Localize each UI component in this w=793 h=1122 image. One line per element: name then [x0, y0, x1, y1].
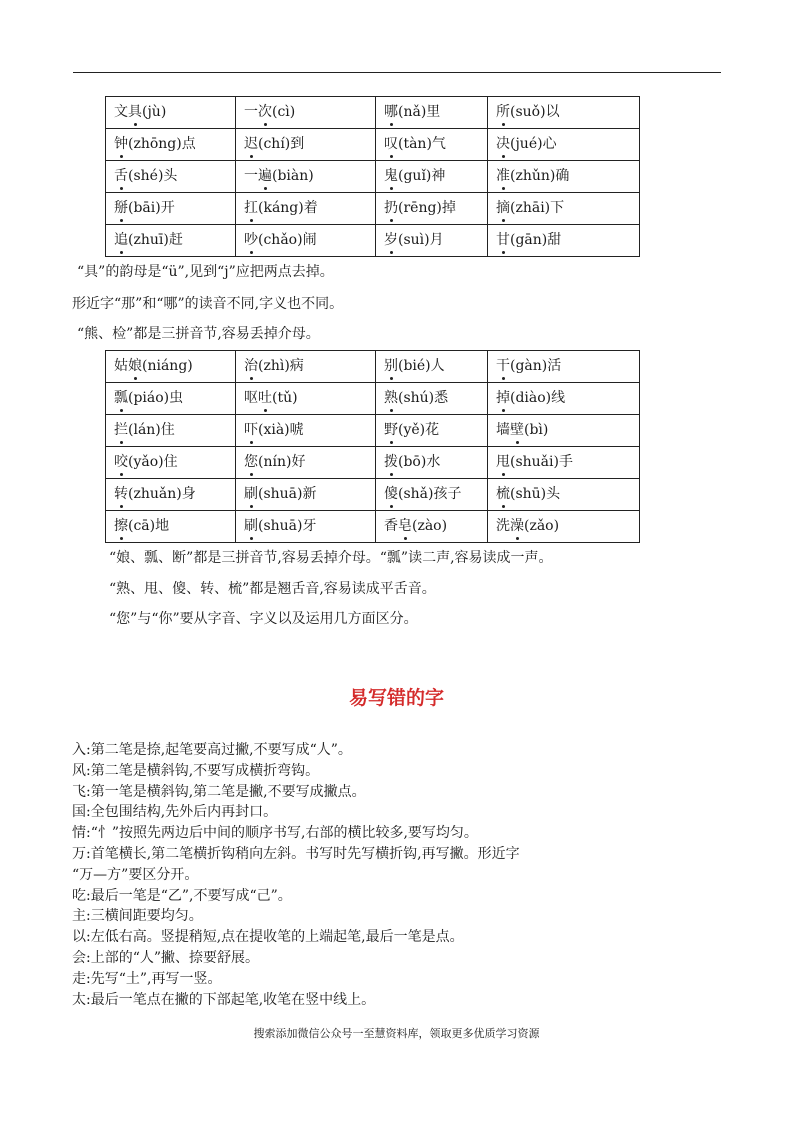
word-rest: 里 [426, 104, 441, 120]
writing-note-line: 以:左低右高。竖提稍短,点在提收笔的上端起笔,最后一笔是点。 [72, 929, 464, 946]
target-word [114, 454, 128, 470]
word-rest: 甜 [547, 232, 562, 248]
target-word [114, 486, 128, 502]
target-word [114, 136, 128, 152]
table-cell [376, 161, 488, 193]
pinyin: (chǎo) [258, 232, 303, 248]
target-word: 墙壁 [496, 422, 524, 438]
table-cell [488, 161, 640, 193]
table-row [106, 511, 640, 543]
pinyin: (nín) [258, 454, 292, 470]
pinyin: (piáo) [128, 390, 170, 406]
note-line: “具”的韵母是“ü”,见到“j”应把两点去掉。 [77, 264, 334, 280]
emphasis-dot: 遍 [258, 161, 272, 192]
word-rest: 到 [290, 136, 305, 152]
pinyin: (biàn) [272, 168, 314, 184]
table-cell [236, 129, 376, 161]
header-rule [73, 72, 721, 73]
pinyin: (shuā) [258, 486, 303, 502]
table-row [106, 225, 640, 257]
word-rest: 下 [550, 200, 565, 216]
target-word: 香皂 [384, 518, 412, 534]
table-cell [488, 511, 640, 543]
emphasis-dot: 摘 [496, 193, 510, 224]
table-row [106, 129, 640, 161]
word-rest: 开 [160, 200, 175, 216]
target-word [384, 104, 398, 120]
emphasis-dot: 转 [114, 479, 128, 510]
target-word [384, 422, 398, 438]
word-rest: 新 [302, 486, 317, 502]
pinyin: (cì) [272, 104, 296, 120]
word-rest: 头 [546, 486, 561, 502]
emphasis-dot: 野 [384, 415, 398, 446]
writing-note-line: 吃:最后一笔是“乙”,不要写成“己”。 [72, 887, 292, 904]
target-word [384, 136, 398, 152]
target-word [496, 486, 510, 502]
writing-note-line: 情:“忄”按照先两边后中间的顺序书写,右部的横比较多,要写均匀。 [72, 825, 478, 842]
target-word [496, 104, 510, 120]
writing-note-line: “万—方”要区分开。 [72, 866, 199, 883]
word-rest: 住 [160, 422, 175, 438]
emphasis-dot: 哪 [384, 97, 398, 128]
table-cell [236, 415, 376, 447]
word-rest: 心 [542, 136, 557, 152]
pinyin: (guǐ) [398, 168, 432, 184]
target-word: 洗澡 [496, 518, 524, 534]
table-cell [488, 415, 640, 447]
table-cell [106, 193, 236, 225]
table-cell [236, 225, 376, 257]
emphasis-dot: 吓 [244, 415, 258, 446]
table-cell [106, 479, 236, 511]
word-rest: 着 [303, 200, 318, 216]
pinyin: (diào) [510, 390, 552, 406]
pinyin: (gān) [510, 232, 548, 248]
note-line: “您”与“你”要从字音、字义以及运用几方面区分。 [109, 611, 418, 627]
pinyin: (bì) [524, 422, 549, 438]
table-cell [376, 447, 488, 479]
emphasis-dot: 掰 [114, 193, 128, 224]
writing-note-line: 万:首笔横长,第二笔横折钩稍向左斜。书写时先写横折钩,再写撇。形近字 [72, 845, 520, 862]
word-rest: 住 [163, 454, 178, 470]
pinyin: (shū) [510, 486, 547, 502]
note-line: “熊、检”都是三拼音节,容易丢掉介母。 [77, 326, 320, 342]
pinyin: (zǎo) [524, 518, 560, 534]
table-cell [236, 161, 376, 193]
table-cell [236, 97, 376, 129]
target-word: 文具 [114, 104, 142, 120]
target-word: 呕吐 [244, 390, 272, 406]
word-rest: 月 [429, 232, 444, 248]
pinyin: (suǒ) [510, 104, 546, 120]
target-word [496, 358, 510, 374]
target-word [384, 200, 398, 216]
table-cell [376, 511, 488, 543]
target-word [384, 232, 398, 248]
emphasis-dot: 钟 [114, 129, 128, 160]
writing-note-line: 国:全包围结构,先外后内再封口。 [72, 804, 278, 821]
pinyin: (zhuǎn) [128, 486, 182, 502]
pinyin: (gàn) [510, 358, 548, 374]
table-cell [488, 193, 640, 225]
target-word [496, 200, 510, 216]
table-row [106, 415, 640, 447]
pinyin: (bié) [398, 358, 431, 374]
word-rest: 确 [555, 168, 570, 184]
writing-note-line: 飞:第一笔是横斜钩,第二笔是撇,不要写成撇点。 [72, 783, 366, 800]
word-rest: 地 [155, 518, 170, 534]
target-word: 一次 [244, 104, 272, 120]
table-cell [236, 193, 376, 225]
note-line: 形近字“那”和“哪”的读音不同,字义也不同。 [72, 296, 344, 312]
pinyin: (káng) [258, 200, 304, 216]
target-word [114, 390, 128, 406]
emphasis-dot: 拦 [114, 415, 128, 446]
table-cell [236, 351, 376, 383]
table-row [106, 383, 640, 415]
target-word [384, 168, 398, 184]
emphasis-dot: 熟 [384, 383, 398, 414]
target-word [244, 200, 258, 216]
pinyin: (rēng) [398, 200, 442, 216]
target-word [384, 390, 398, 406]
word-rest: 活 [547, 358, 562, 374]
table-cell [106, 511, 236, 543]
pinyin: (niáng) [142, 358, 193, 374]
pinyin: (shuā) [258, 518, 303, 534]
table-cell [488, 447, 640, 479]
target-word [496, 232, 510, 248]
emphasis-dot: 扛 [244, 193, 258, 224]
table-cell [376, 351, 488, 383]
table-row [106, 97, 640, 129]
emphasis-dot: 梳 [496, 479, 510, 510]
emphasis-dot: 干 [496, 351, 510, 382]
table-row [106, 193, 640, 225]
writing-note-line: 入:第二笔是捺,起笔要高过撇,不要写成“人”。 [72, 742, 352, 758]
section-title: 易写错的字 [348, 687, 444, 709]
emphasis-dot: 咬 [114, 447, 128, 478]
pinyin: (bāi) [128, 200, 161, 216]
word-rest: 线 [551, 390, 566, 406]
pinyin: (shǎ) [398, 486, 434, 502]
pinyin: (suì) [398, 232, 430, 248]
emphasis-dot: 具 [128, 97, 142, 128]
table-cell [376, 129, 488, 161]
emphasis-dot: 甩 [496, 447, 510, 478]
pinyin: (zhǔn) [510, 168, 556, 184]
target-word [244, 232, 258, 248]
emphasis-dot: 您 [244, 447, 258, 478]
target-word [114, 232, 128, 248]
emphasis-dot: 追 [114, 225, 128, 256]
target-word [114, 200, 128, 216]
writing-note-line: 太:最后一笔点在撇的下部起笔,收笔在竖中线上。 [72, 991, 376, 1008]
emphasis-dot: 舌 [114, 161, 128, 192]
table-cell [376, 193, 488, 225]
table-cell [106, 415, 236, 447]
target-word [244, 358, 258, 374]
pinyin: (chí) [258, 136, 291, 152]
page-footer: 搜索添加微信公众号一至慧资料库，领取更多优质学习资源 [253, 1027, 540, 1040]
word-rest: 虫 [169, 390, 184, 406]
pinyin: (zào) [412, 518, 448, 534]
table-cell [488, 129, 640, 161]
emphasis-dot: 吵 [244, 225, 258, 256]
pinyin: (jù) [142, 104, 167, 120]
emphasis-dot: 甘 [496, 225, 510, 256]
word-rest: 点 [181, 136, 196, 152]
word-rest: 闹 [302, 232, 317, 248]
writing-note-line: 会:上部的“人”撇、捺要舒展。 [72, 949, 260, 966]
word-rest: 水 [426, 454, 441, 470]
pinyin: (xià) [258, 422, 290, 438]
table-cell [488, 225, 640, 257]
emphasis-dot: 叹 [384, 129, 398, 160]
pinyin: (shuǎi) [510, 454, 559, 470]
emphasis-dot: 扔 [384, 193, 398, 224]
table-cell [236, 479, 376, 511]
table-cell [488, 479, 640, 511]
word-rest: 花 [425, 422, 440, 438]
word-rest: 好 [291, 454, 306, 470]
word-rest: 手 [558, 454, 573, 470]
note-line: “熟、甩、傻、转、梳”都是翘舌音,容易读成平舌音。 [109, 581, 436, 597]
emphasis-dot: 刷 [244, 511, 258, 542]
pinyin: (lán) [128, 422, 161, 438]
pinyin: (zhāi) [510, 200, 551, 216]
word-rest: 以 [545, 104, 560, 120]
pinyin-table-1 [105, 96, 640, 257]
target-word [496, 454, 510, 470]
emphasis-dot: 准 [496, 161, 510, 192]
target-word: 一遍 [244, 168, 272, 184]
pinyin: (cā) [128, 518, 156, 534]
emphasis-dot: 治 [244, 351, 258, 382]
writing-note-line: 走:先写“土”,再写一竖。 [72, 970, 222, 987]
emphasis-dot: 吐 [258, 383, 272, 414]
emphasis-dot: 澡 [510, 511, 524, 542]
emphasis-dot: 鬼 [384, 161, 398, 192]
pinyin: (zhuī) [128, 232, 169, 248]
table-cell [236, 383, 376, 415]
pinyin: (shú) [398, 390, 435, 406]
table-cell [106, 161, 236, 193]
target-word [384, 454, 398, 470]
table-cell [376, 479, 488, 511]
pinyin: (yě) [398, 422, 426, 438]
table-cell [488, 97, 640, 129]
word-rest: 头 [163, 168, 178, 184]
emphasis-dot: 别 [384, 351, 398, 382]
word-rest: 悉 [434, 390, 449, 406]
table-cell [376, 415, 488, 447]
writing-note-line: 主:三横间距要均匀。 [72, 908, 203, 925]
emphasis-dot: 傻 [384, 479, 398, 510]
target-word [114, 422, 128, 438]
emphasis-dot: 擦 [114, 511, 128, 542]
emphasis-dot: 拨 [384, 447, 398, 478]
pinyin: (zhōng) [128, 136, 182, 152]
table-cell [236, 511, 376, 543]
target-word [496, 168, 510, 184]
emphasis-dot: 所 [496, 97, 510, 128]
target-word [244, 486, 258, 502]
table-row [106, 447, 640, 479]
pinyin: (zhì) [258, 358, 290, 374]
emphasis-dot: 刷 [244, 479, 258, 510]
word-rest: 气 [431, 136, 446, 152]
target-word [114, 518, 128, 534]
emphasis-dot: 岁 [384, 225, 398, 256]
emphasis-dot: 瓢 [114, 383, 128, 414]
pinyin: (yǎo) [128, 454, 164, 470]
note-line: “娘、瓢、断”都是三拼音节,容易丢掉介母。“瓢”读二声,容易读成一声。 [109, 550, 553, 566]
writing-note-line: 风:第二笔是横斜钩,不要写成横折弯钩。 [72, 762, 320, 779]
word-rest: 病 [289, 358, 304, 374]
target-word [114, 168, 128, 184]
table-cell [106, 383, 236, 415]
word-rest: 唬 [289, 422, 304, 438]
table-cell [106, 447, 236, 479]
table-cell [376, 383, 488, 415]
table-row [106, 351, 640, 383]
table-cell [106, 129, 236, 161]
emphasis-dot: 迟 [244, 129, 258, 160]
target-word [496, 136, 510, 152]
pinyin: (shé) [128, 168, 164, 184]
pinyin: (tàn) [398, 136, 432, 152]
word-rest: 孩子 [433, 486, 462, 502]
emphasis-dot: 掉 [496, 383, 510, 414]
table-cell [488, 383, 640, 415]
pinyin: (nǎ) [398, 104, 427, 120]
pinyin: (tǔ) [272, 390, 298, 406]
table-cell [376, 97, 488, 129]
pinyin: (bō) [398, 454, 427, 470]
writing-notes [72, 740, 632, 1010]
table-cell [106, 97, 236, 129]
pinyin: (jué) [510, 136, 543, 152]
word-rest: 人 [430, 358, 445, 374]
target-word [384, 486, 398, 502]
word-rest: 神 [431, 168, 446, 184]
emphasis-dot: 决 [496, 129, 510, 160]
target-word [244, 518, 258, 534]
emphasis-dot: 娘 [128, 351, 142, 382]
word-rest: 牙 [302, 518, 317, 534]
word-rest: 赶 [168, 232, 183, 248]
table-cell [488, 351, 640, 383]
table-row [106, 479, 640, 511]
table-cell [236, 447, 376, 479]
target-word [244, 136, 258, 152]
target-word: 姑娘 [114, 358, 142, 374]
target-word [244, 454, 258, 470]
pinyin-table-2 [105, 350, 640, 543]
target-word [244, 422, 258, 438]
word-rest: 掉 [441, 200, 456, 216]
table-cell [106, 225, 236, 257]
emphasis-dot: 次 [258, 97, 272, 128]
emphasis-dot: 皂 [398, 511, 412, 542]
table-row [106, 161, 640, 193]
table-cell [106, 351, 236, 383]
target-word [384, 358, 398, 374]
word-rest: 身 [181, 486, 196, 502]
emphasis-dot: 壁 [510, 415, 524, 446]
table-cell [376, 225, 488, 257]
target-word [496, 390, 510, 406]
